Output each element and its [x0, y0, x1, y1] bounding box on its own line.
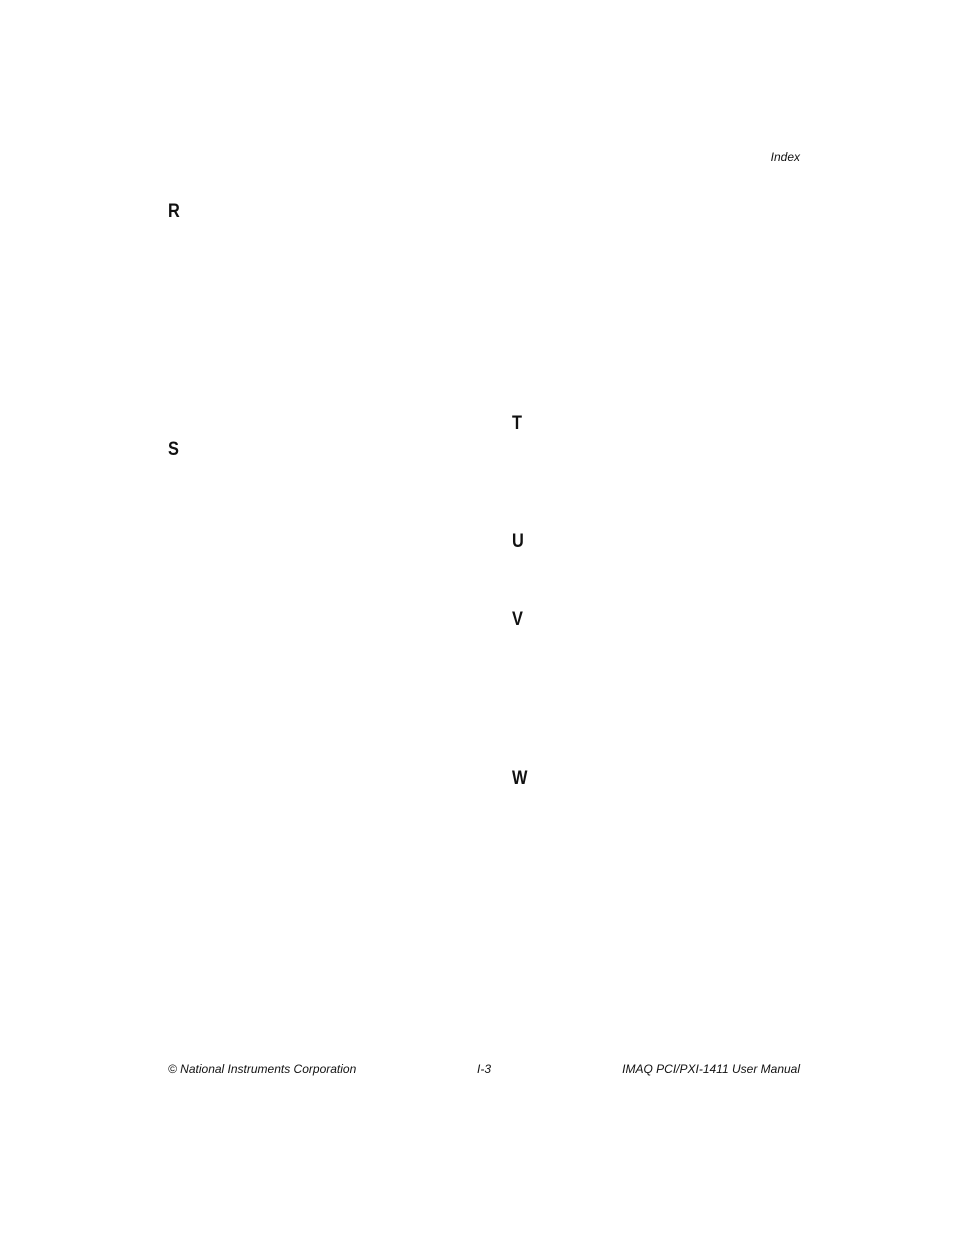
index-letter-w: W — [512, 768, 528, 789]
index-letter-v: V — [512, 609, 523, 630]
index-letter-r: R — [168, 201, 180, 222]
running-head: Index — [770, 150, 800, 164]
footer-manual-title: IMAQ PCI/PXI-1411 User Manual — [622, 1062, 800, 1076]
index-letter-s: S — [168, 439, 179, 460]
index-letter-t: T — [512, 413, 522, 434]
footer-page-number: I-3 — [477, 1062, 492, 1076]
index-letter-u: U — [512, 531, 524, 552]
footer-copyright: © National Instruments Corporation — [168, 1062, 357, 1076]
